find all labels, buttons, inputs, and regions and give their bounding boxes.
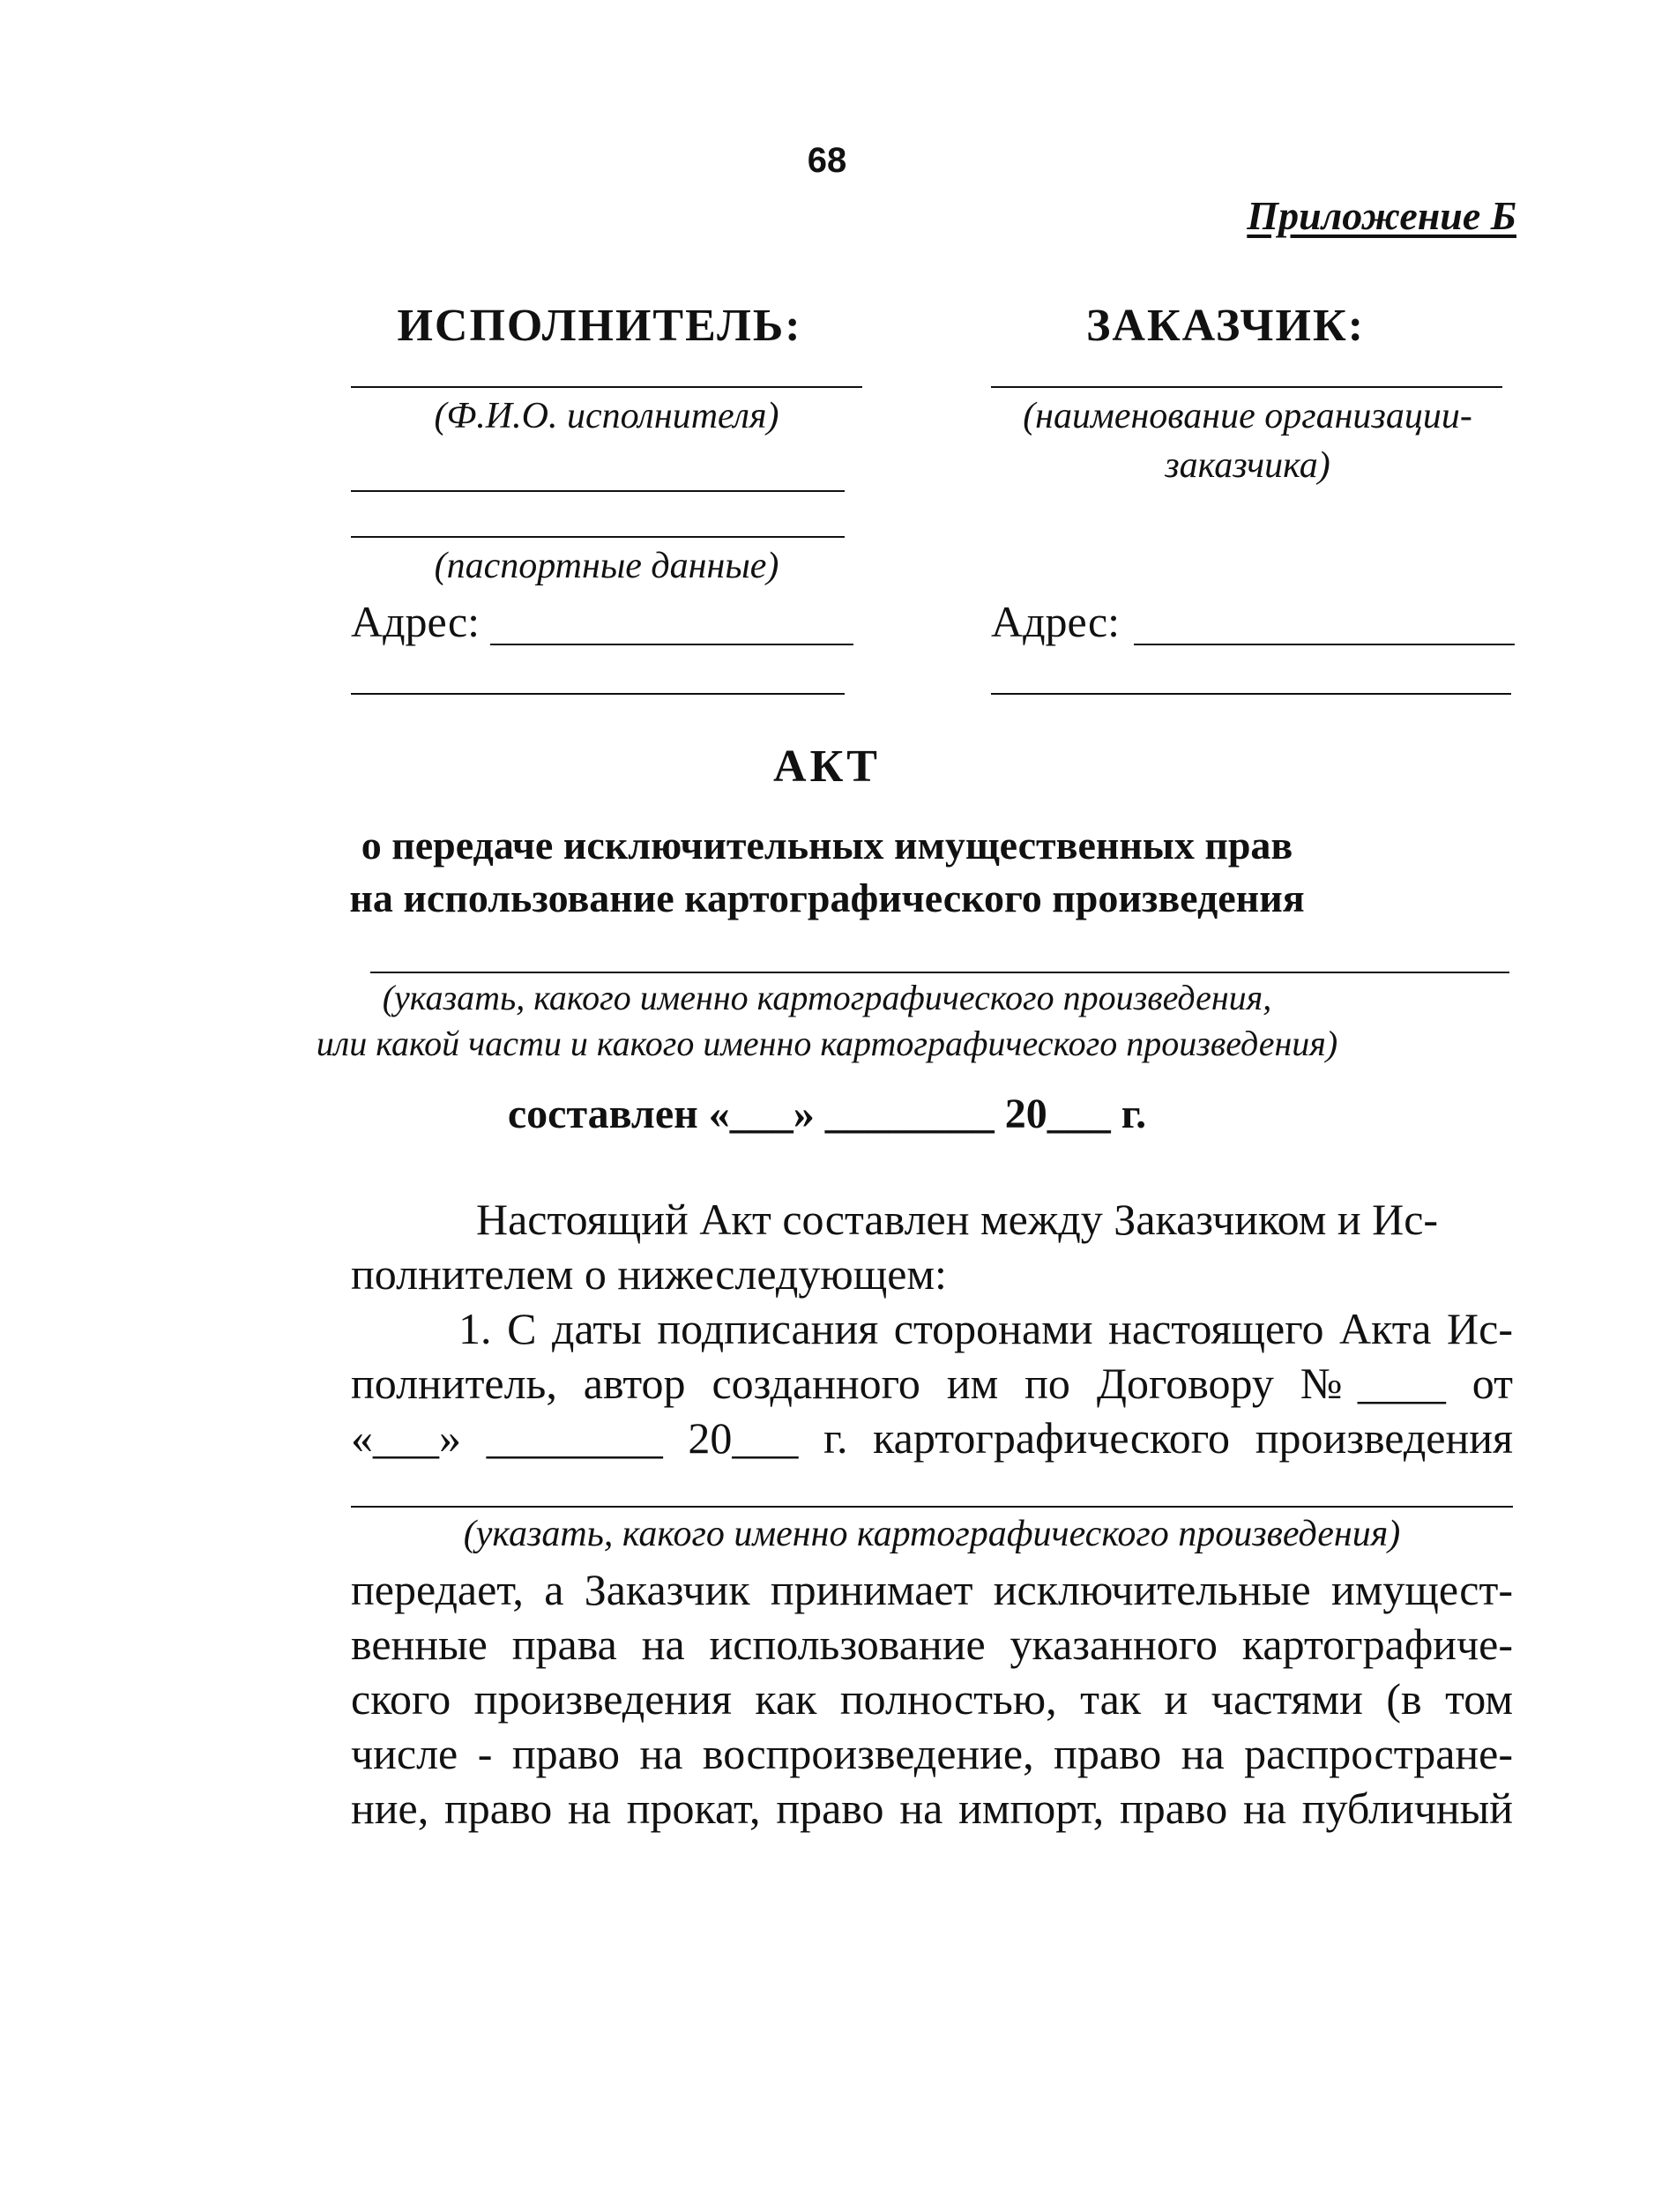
para1-line2: полнителем о нижеследующем: [351, 1249, 947, 1299]
customer-org-line [991, 386, 1502, 388]
act-work-caption-2: или какой части и какого именно картографического произведения) [316, 1024, 1338, 1063]
executor-passport-caption: (паспортные данные) [434, 546, 779, 586]
customer-org-caption-2: заказчика) [1165, 445, 1330, 486]
act-work-caption-1: (указать, какого именно картографического произведения, [382, 978, 1272, 1017]
cont-line2: венные права на использование указанного картографиче- [351, 1620, 1513, 1669]
customer-address-line [1134, 644, 1515, 645]
executor-address-label: Адрес: [351, 597, 481, 646]
act-title: АКТ [773, 741, 881, 792]
body-work-caption: (указать, какого именно картографического произведения) [463, 1514, 1401, 1554]
body-work-line [351, 1506, 1513, 1508]
act-subtitle-1: о передаче исключительных имущественных прав [361, 823, 1293, 868]
act-work-line [370, 972, 1509, 973]
customer-org-caption-1: (наименование организации- [1023, 396, 1472, 436]
cont-line3: ского произведения как полностью, так и частями (в том [351, 1674, 1513, 1724]
executor-address-line-2 [351, 693, 845, 695]
act-date-line: составлен «___» ________ 20___ г. [507, 1091, 1147, 1137]
executor-name-line [351, 386, 862, 388]
para1-line1: Настоящий Акт составлен между Заказчиком и Ис- [476, 1195, 1439, 1244]
item1-line1: 1. С даты подписания сторонами настоящего Акта Ис- [458, 1304, 1513, 1353]
item1-line3: «___» ________ 20___ г. картографического произведения [351, 1413, 1513, 1463]
act-subtitle-2: на использование картографического произведения [349, 875, 1305, 920]
appendix-label: Приложение Б [1247, 193, 1516, 238]
item1-line2: полнитель, автор созданного им по Договору №____ от [351, 1359, 1513, 1408]
cont-line4: числе - право на воспроизведение, право на распростране- [351, 1729, 1513, 1778]
executor-name-caption: (Ф.И.О. исполнителя) [434, 396, 779, 436]
executor-title: ИСПОЛНИТЕЛЬ: [397, 301, 802, 351]
cont-line5: ние, право на прокат, право на импорт, право на публичный [351, 1784, 1513, 1833]
customer-title: ЗАКАЗЧИК: [1085, 301, 1366, 351]
executor-passport-line-2 [351, 536, 845, 538]
customer-address-label: Адрес: [991, 597, 1121, 646]
page-number: 68 [807, 141, 847, 180]
executor-address-line [490, 644, 853, 645]
customer-address-line-2 [991, 693, 1511, 695]
executor-passport-line-1 [351, 490, 845, 492]
cont-line1: передает, а Заказчик принимает исключительные имущест- [351, 1565, 1513, 1614]
